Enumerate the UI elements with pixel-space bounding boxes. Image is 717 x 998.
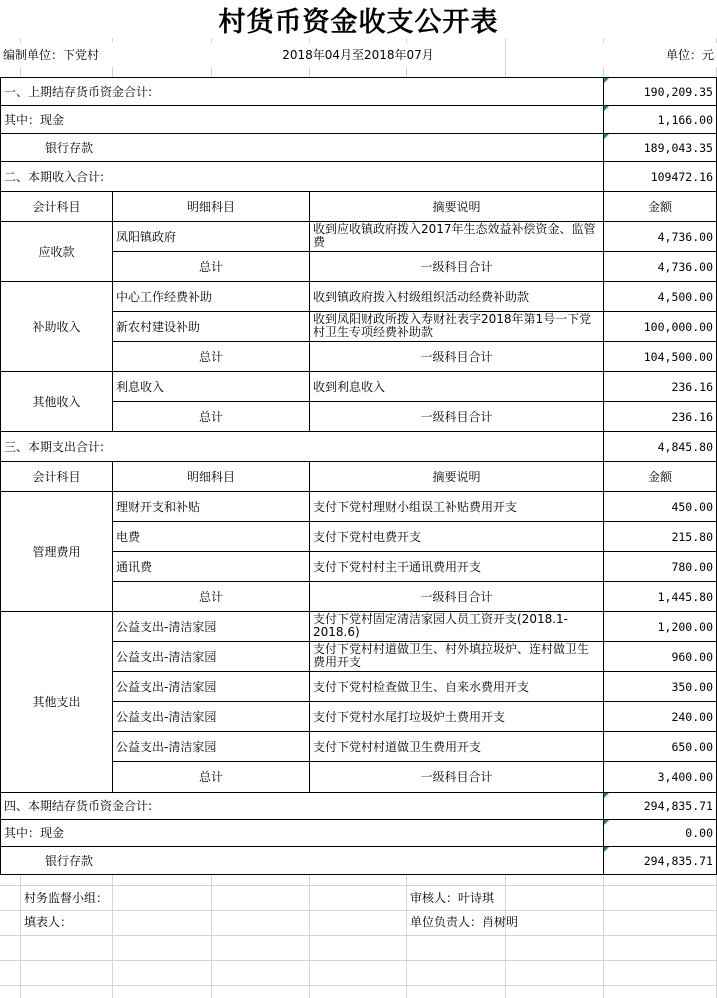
table-cell-desc: 支付下党村固定清洁家园人员工资开支(2018.1-2018.6) [309, 611, 604, 642]
table-cell-amount: 100,000.00 [603, 311, 717, 342]
table-cell-desc: 支付下党村村道做卫生费用开支 [309, 731, 604, 762]
income-account-receivable: 应收款 [0, 221, 113, 282]
table-cell-desc: 支付下党村理财小组误工补贴费用开支 [309, 491, 604, 522]
table-cell-desc: 支付下党村水尾打垃圾炉土费用开支 [309, 701, 604, 732]
cell-marker-icon [604, 793, 609, 798]
income-header-amount: 金额 [603, 191, 717, 222]
income-total-label: 二、本期收入合计: [0, 161, 604, 192]
table-cell-amount: 450.00 [603, 491, 717, 522]
expense-account-other: 其他支出 [0, 611, 113, 793]
subtotal-amount: 3,400.00 [603, 761, 717, 793]
prev-balance-value: 190,209.35 [603, 77, 717, 106]
cell-marker-icon [604, 847, 609, 852]
subtotal-label: 总计 [112, 401, 310, 432]
cell-marker-icon [604, 820, 609, 825]
end-balance-label: 四、本期结存货币资金合计: [0, 792, 604, 820]
table-cell-desc: 支付下党村村主干通讯费用开支 [309, 551, 604, 582]
table-cell-detail: 公益支出-清洁家园 [112, 731, 310, 762]
expense-header-desc: 摘要说明 [309, 461, 604, 492]
subtotal-desc: 一级科目合计 [309, 761, 604, 793]
table-cell-detail: 中心工作经费补助 [112, 281, 310, 312]
reviewer-label: 审核人：叶诗琪 [410, 891, 495, 905]
preparer-label: 填表人： [24, 915, 73, 929]
subtotal-desc: 一级科目合计 [309, 401, 604, 432]
table-cell-detail: 公益支出-清洁家园 [112, 701, 310, 732]
prev-bank-value: 189,043.35 [603, 133, 717, 162]
end-bank-label: 银行存款 [0, 846, 604, 875]
table-cell-desc: 收到凤阳财政所拨入寿财社表字2018年第1号一下党村卫生专项经费补助款 [309, 311, 604, 342]
expense-total-value: 4,845.80 [603, 431, 717, 462]
table-cell-detail: 公益支出-清洁家园 [112, 671, 310, 702]
prev-bank-label: 银行存款 [0, 133, 604, 162]
prev-cash-label: 其中：现金 [0, 105, 604, 134]
table-cell-amount: 4,500.00 [603, 281, 717, 312]
table-cell-amount: 240.00 [603, 701, 717, 732]
expense-header-account: 会计科目 [0, 461, 113, 492]
income-account-subsidy: 补助收入 [0, 281, 113, 372]
gridline [0, 885, 717, 886]
subtotal-amount: 104,500.00 [603, 341, 717, 372]
cell-marker-icon [604, 78, 609, 83]
table-cell-amount: 350.00 [603, 671, 717, 702]
end-cash-value: 0.00 [603, 819, 717, 847]
table-cell-detail: 电费 [112, 521, 310, 552]
table-cell-desc: 收到利息收入 [309, 371, 604, 402]
income-header-account: 会计科目 [0, 191, 113, 222]
end-cash-label: 其中：现金 [0, 819, 604, 847]
table-cell-desc: 收到镇政府拨入村级组织活动经费补助款 [309, 281, 604, 312]
income-header-desc: 摘要说明 [309, 191, 604, 222]
expense-total-label: 三、本期支出合计: [0, 431, 604, 462]
table-cell-amount: 215.80 [603, 521, 717, 552]
table-cell-amount: 236.16 [603, 371, 717, 402]
table-cell-desc: 支付下党村电费开支 [309, 521, 604, 552]
subtotal-amount: 236.16 [603, 401, 717, 432]
table-cell-detail: 通讯费 [112, 551, 310, 582]
cell-marker-icon [604, 134, 609, 139]
table-cell-desc: 收到应收镇政府拨入2017年生态效益补偿资金、监管费 [309, 221, 604, 252]
supervisor-label: 村务监督小组： [24, 891, 109, 905]
end-balance-value: 294,835.71 [603, 792, 717, 820]
table-cell-amount: 960.00 [603, 641, 717, 672]
table-cell-amount: 650.00 [603, 731, 717, 762]
page-title: 村货币资金收支公开表 [0, 0, 717, 38]
income-header-detail: 明细科目 [112, 191, 310, 222]
table-cell-detail: 公益支出-清洁家园 [112, 611, 310, 642]
table-cell-detail: 凤阳镇政府 [112, 221, 310, 252]
table-cell-amount: 4,736.00 [603, 221, 717, 252]
prev-cash-value: 1,166.00 [603, 105, 717, 134]
prev-balance-label: 一、上期结存货币资金合计: [0, 77, 604, 106]
report-period: 2018年04月至2018年07月 [211, 43, 505, 67]
cell-marker-icon [604, 106, 609, 111]
gridline [0, 960, 717, 961]
table-cell-detail: 理财开支和补贴 [112, 491, 310, 522]
income-account-other: 其他收入 [0, 371, 113, 432]
table-cell-desc: 支付下党村检查做卫生、自来水费用开支 [309, 671, 604, 702]
subtotal-label: 总计 [112, 761, 310, 793]
gridline [0, 935, 717, 936]
end-bank-value: 294,835.71 [603, 846, 717, 875]
table-cell-detail: 公益支出-清洁家园 [112, 641, 310, 672]
compiling-unit: 编制单位：下党村 [0, 43, 200, 67]
currency-unit: 单位：元 [603, 43, 717, 67]
leader-label: 单位负责人：肖树明 [410, 915, 519, 929]
expense-header-amount: 金额 [603, 461, 717, 492]
table-cell-detail: 利息收入 [112, 371, 310, 402]
subtotal-desc: 一级科目合计 [309, 251, 604, 282]
gridline [0, 985, 717, 986]
subtotal-desc: 一级科目合计 [309, 581, 604, 612]
subtotal-label: 总计 [112, 581, 310, 612]
subtotal-desc: 一级科目合计 [309, 341, 604, 372]
subtotal-label: 总计 [112, 251, 310, 282]
subtotal-amount: 1,445.80 [603, 581, 717, 612]
subtotal-amount: 4,736.00 [603, 251, 717, 282]
expense-account-management: 管理费用 [0, 491, 113, 612]
table-cell-detail: 新农村建设补助 [112, 311, 310, 342]
income-total-value: 109472.16 [603, 161, 717, 192]
table-cell-amount: 780.00 [603, 551, 717, 582]
expense-header-detail: 明细科目 [112, 461, 310, 492]
table-cell-amount: 1,200.00 [603, 611, 717, 642]
table-cell-desc: 支付下党村村道做卫生、村外填拉圾炉、连村做卫生费用开支 [309, 641, 604, 672]
subtotal-label: 总计 [112, 341, 310, 372]
